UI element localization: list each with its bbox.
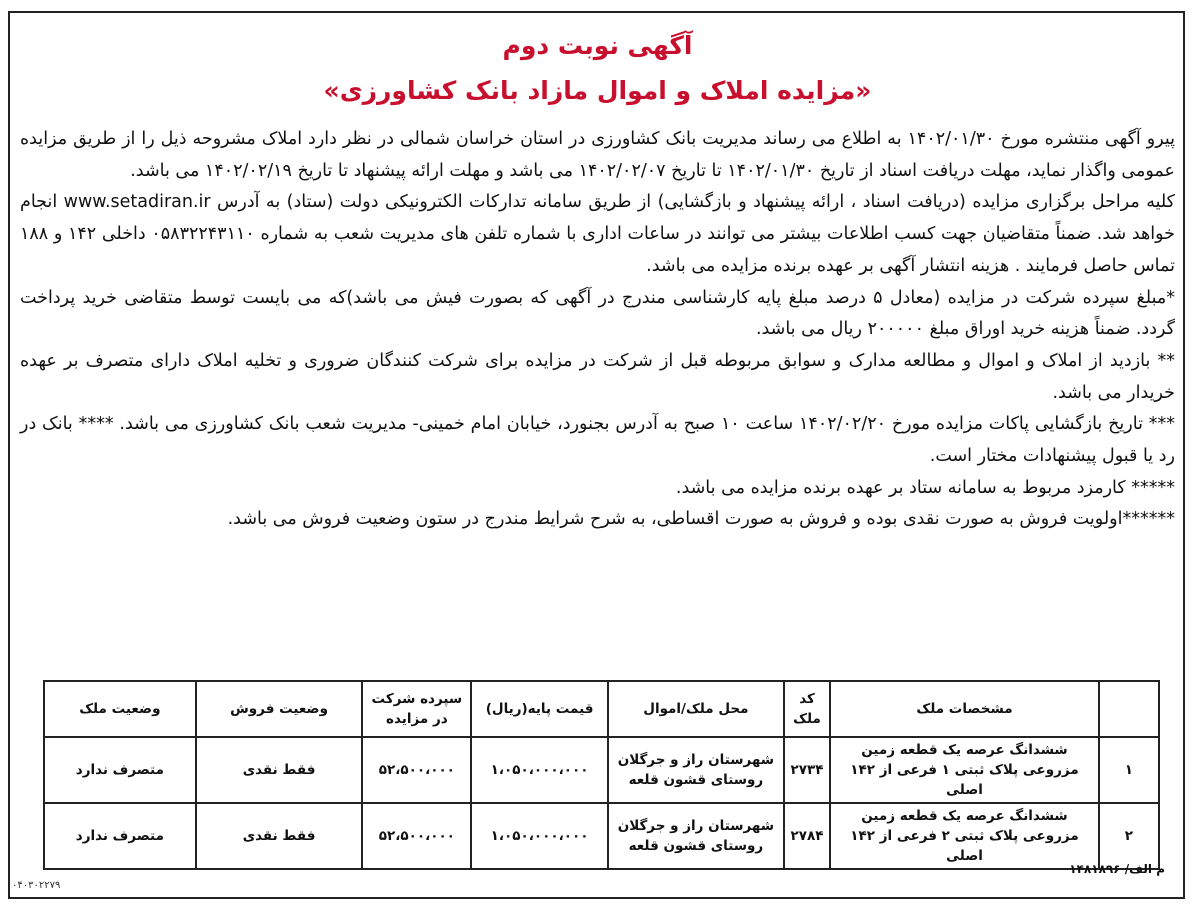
- property-status: متصرف ندارد: [44, 737, 196, 803]
- table-row: [44, 737, 1159, 803]
- property-location: شهرستان راز و جرگلان روستای قشون قلعه: [608, 803, 784, 869]
- property-specs: ششدانگ عرصه یک قطعه زمین مزروعی پلاک ثبتی ۱ فرعی از ۱۴۲ اصلی: [830, 737, 1099, 803]
- row-number: ۲: [1099, 803, 1159, 869]
- base-price: ۱،۰۵۰،۰۰۰،۰۰۰: [471, 803, 608, 869]
- base-price: ۱،۰۵۰،۰۰۰،۰۰۰: [471, 737, 608, 803]
- notice-title: آگهی نوبت دوم: [502, 31, 693, 60]
- row-number: ۱: [1099, 737, 1159, 803]
- col-header-property-status: وضعیت ملک: [44, 681, 196, 737]
- deposit-amount: ۵۲،۵۰۰،۰۰۰: [362, 803, 471, 869]
- col-header-specs: مشخصات ملک: [830, 681, 1099, 737]
- paragraph-opening: *** تاریخ بازگشایی پاکات مزایده مورخ ۱۴۰۲/۰۲/۲۰ ساعت ۱۰ صبح به آدرس بجنورد، خیابان امام خمینی- مدیریت شعب بانک کشاورزی می باشد. **** بانک در رد یا قبول پیشنهادات مختار است.: [20, 414, 1176, 467]
- side-reference-code: ۰۴۰۳۰۲۲۷۹: [12, 880, 61, 891]
- property-code: ۲۷۳۴: [784, 737, 830, 803]
- paragraph-priority: ******اولویت فروش به صورت نقدی بوده و فروش به صورت اقساطی، به شرح شرایط مندرج در ستون وضعیت فروش می باشد.: [227, 509, 1175, 530]
- notice-body: [20, 124, 1175, 536]
- deposit-amount: ۵۲،۵۰۰،۰۰۰: [362, 737, 471, 803]
- col-header-deposit: سپرده شرکت در مزایده: [362, 681, 471, 737]
- col-header-code: کد ملک: [784, 681, 830, 737]
- col-header-sale-status: وضعیت فروش: [196, 681, 363, 737]
- sale-status: فقط نقدی: [196, 803, 363, 869]
- property-status: متصرف ندارد: [44, 803, 196, 869]
- property-location: شهرستان راز و جرگلان روستای قشون قلعه: [608, 737, 784, 803]
- table-header-row: [44, 681, 1159, 737]
- col-header-base-price: قیمت پایه(ریال): [471, 681, 608, 737]
- paragraph-deposit: *مبلغ سپرده شرکت در مزایده (معادل ۵ درصد مبلغ پایه کارشناسی مندرج در آگهی که بصورت فیش می باشد)که می بایست توسط متقاضی خرید پرداخت گردد. ضمناً هزینه خرید اوراق مبلغ ۲۰۰۰۰۰ ریال می باشد.: [20, 287, 1175, 340]
- paragraph-intro: پیرو آگهی منتشره مورخ ۱۴۰۲/۰۱/۳۰ به اطلاع می رساند مدیریت بانک کشاورزی در استان خراسان شمالی در نظر دارد املاک مشروحه ذیل را از طریق مزایده عمومی واگذار نماید، مهلت دریافت اسناد از تاریخ ۱۴۰۲/۰۱/۳۰ تا تاریخ ۱۴۰۲/۰۲/۰۷ می باشد و مهلت ارائه پیشنهاد تا تاریخ ۱۴۰۲/۰۲/۱۹ می باشد.: [20, 129, 1175, 181]
- footer-reference-code: م الف/ ۱۴۸۱۸۹۶: [1069, 862, 1165, 876]
- sale-status: فقط نقدی: [196, 737, 363, 803]
- properties-table: [43, 680, 1160, 870]
- paragraph-procedure: کلیه مراحل برگزاری مزایده (دریافت اسناد ، ارائه پیشنهاد و بازگشایی) از طریق سامانه تدارکات الکترونیکی دولت (ستاد) به آدرس www.setadiran.ir انجام خواهد شد. ضمناً متقاضیان جهت کسب اطلاعات بیشتر می توانند در ساعات اداری با شماره تلفن های مدیریت شعب به شماره ۰۵۸۳۲۲۴۳۱۱۰ داخلی ۱۴۲ و ۱۸۸ تماس حاصل فرمایند . هزینه انتشار آگهی بر عهده برنده مزایده می باشد.: [20, 192, 1176, 276]
- property-specs: ششدانگ عرصه یک قطعه زمین مزروعی پلاک ثبتی ۲ فرعی از ۱۴۲ اصلی: [830, 803, 1099, 869]
- table-row: [44, 803, 1159, 869]
- col-header-row-number: [1099, 681, 1159, 737]
- col-header-location: محل ملک/اموال: [608, 681, 784, 737]
- notice-subtitle: «مزایده املاک و اموال مازاد بانک کشاورزی»: [323, 76, 872, 105]
- paragraph-fee: ***** کارمزد مربوط به سامانه ستاد بر عهده برنده مزایده می باشد.: [675, 477, 1175, 498]
- paragraph-visit: ** بازدید از املاک و اموال و مطالعه مدارک و سوابق مربوطه قبل از شرکت در مزایده برای شرکت کنندگان ضروری و تخلیه املاک دارای متصرف بر عهده خریدار می باشد.: [20, 350, 1175, 403]
- property-code: ۲۷۸۴: [784, 803, 830, 869]
